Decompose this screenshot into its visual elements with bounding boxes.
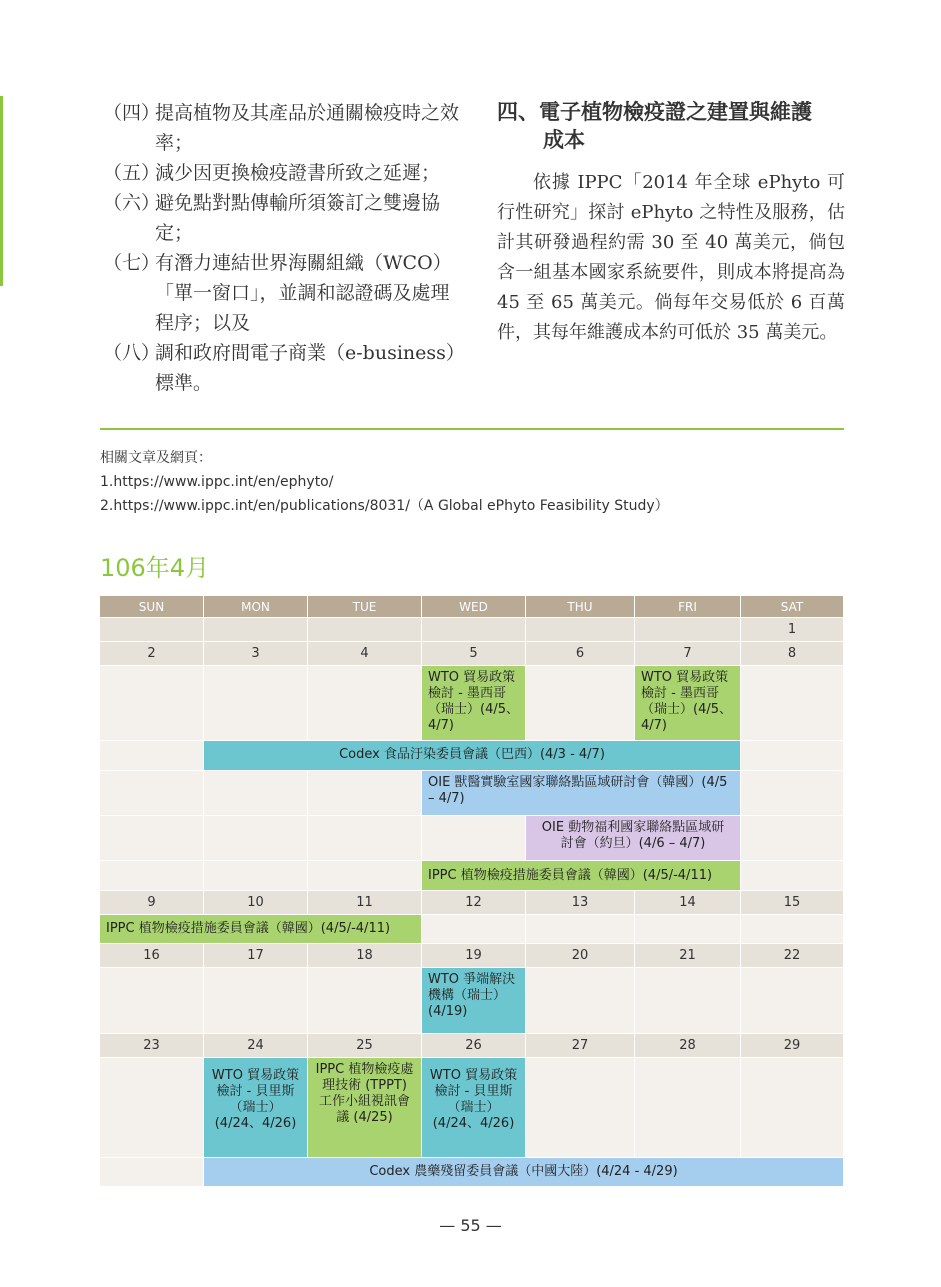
list-text: 避免點對點傳輸所須簽訂之雙邊協定； — [155, 192, 441, 244]
list-item — [103, 248, 463, 338]
empty-cell — [100, 1058, 204, 1158]
calendar-event[interactable]: Codex 農藥殘留委員會議（中國大陸）(4/24 - 4/29) — [204, 1158, 844, 1187]
day-header: WED — [422, 596, 526, 618]
list-number: （八） — [103, 342, 161, 364]
date-cell[interactable] — [526, 618, 635, 642]
empty-cell — [204, 816, 308, 861]
empty-cell — [526, 666, 635, 741]
empty-cell — [526, 1058, 635, 1158]
empty-cell — [308, 861, 422, 891]
list-text: 調和政府間電子商業（e-business）標準。 — [155, 342, 456, 394]
date-cell[interactable]: 19 — [422, 944, 526, 968]
date-cell[interactable]: 28 — [635, 1034, 741, 1058]
section-body: 依據 IPPC「2014 年全球 ePhyto 可行性研究」探討 ePhyto 之特性及服務，估計其研發過程約需 30 至 40 萬美元，倘包含一組基本國家系統要件，則成本將提高為 45 至 65 萬美元。倘每年交易低於 6 百萬件，其每年維護成本約可低於 35 萬美元。 — [497, 172, 845, 343]
empty-cell — [422, 816, 526, 861]
empty-cell — [741, 1058, 844, 1158]
references-heading: 相關文章及網頁： — [100, 450, 212, 466]
day-header: SUN — [100, 596, 204, 618]
day-header: THU — [526, 596, 635, 618]
date-cell[interactable]: 7 — [635, 642, 741, 666]
empty-cell — [741, 861, 844, 891]
list-item — [103, 158, 463, 188]
date-cell[interactable] — [422, 618, 526, 642]
left-accent-bar — [0, 96, 3, 286]
date-cell[interactable]: 29 — [741, 1034, 844, 1058]
calendar-event[interactable]: WTO 貿易政策檢討 - 貝里斯（瑞士）(4/24、4/26) — [204, 1058, 308, 1158]
empty-cell — [100, 741, 204, 771]
date-cell[interactable]: 13 — [526, 891, 635, 915]
date-cell[interactable]: 23 — [100, 1034, 204, 1058]
empty-cell — [635, 968, 741, 1034]
empty-cell — [526, 968, 635, 1034]
list-number: （四） — [103, 102, 161, 124]
empty-cell — [100, 968, 204, 1034]
reference-link[interactable]: 2.https://www.ippc.int/en/publications/8031/（A Global ePhyto Feasibility Study） — [100, 498, 669, 514]
list-text: 有潛力連結世界海關組織（WCO）「單一窗口」，並調和認證碼及處理程序；以及 — [155, 252, 452, 334]
calendar-event[interactable]: OIE 動物福利國家聯絡點區域研討會（約旦）(4/6 – 4/7) — [526, 816, 741, 861]
empty-cell — [741, 915, 844, 944]
calendar-event[interactable]: WTO 貿易政策檢討 - 貝里斯（瑞士）(4/24、4/26) — [422, 1058, 526, 1158]
date-cell[interactable]: 22 — [741, 944, 844, 968]
empty-cell — [526, 915, 635, 944]
empty-cell — [422, 915, 526, 944]
date-cell[interactable]: 26 — [422, 1034, 526, 1058]
section-title — [497, 98, 847, 154]
list-item — [103, 338, 463, 398]
empty-cell — [741, 968, 844, 1034]
date-cell[interactable]: 20 — [526, 944, 635, 968]
date-cell[interactable]: 12 — [422, 891, 526, 915]
empty-cell — [100, 666, 204, 741]
date-cell[interactable]: 4 — [308, 642, 422, 666]
list-text: 提高植物及其產品於通關檢疫時之效率； — [155, 102, 460, 154]
date-cell[interactable] — [308, 618, 422, 642]
date-cell[interactable]: 25 — [308, 1034, 422, 1058]
calendar-event[interactable]: OIE 獸醫實驗室國家聯絡點區域研討會（韓國）(4/5 – 4/7) — [422, 771, 741, 816]
date-cell[interactable] — [635, 618, 741, 642]
date-cell[interactable]: 17 — [204, 944, 308, 968]
date-cell[interactable]: 16 — [100, 944, 204, 968]
empty-cell — [204, 968, 308, 1034]
day-header: FRI — [635, 596, 741, 618]
empty-cell — [741, 741, 844, 771]
list-item — [103, 98, 463, 158]
references — [100, 446, 669, 518]
date-cell[interactable]: 11 — [308, 891, 422, 915]
list-number: （七） — [103, 252, 161, 274]
empty-cell — [635, 1058, 741, 1158]
benefits-list — [103, 98, 463, 398]
list-text: 減少因更換檢疫證書所致之延遲； — [155, 162, 441, 184]
empty-cell — [100, 771, 204, 816]
empty-cell — [308, 771, 422, 816]
date-cell[interactable]: 18 — [308, 944, 422, 968]
date-cell[interactable]: 21 — [635, 944, 741, 968]
section-title-line1: 四、電子植物檢疫證之建置與維護 — [497, 99, 812, 124]
empty-cell — [741, 816, 844, 861]
day-header: MON — [204, 596, 308, 618]
page-number: — 55 — — [439, 1216, 502, 1235]
date-cell[interactable]: 2 — [100, 642, 204, 666]
reference-link[interactable]: 1.https://www.ippc.int/en/ephyto/ — [100, 474, 334, 490]
date-cell[interactable]: 6 — [526, 642, 635, 666]
date-cell[interactable]: 10 — [204, 891, 308, 915]
date-cell[interactable] — [204, 618, 308, 642]
date-cell[interactable]: 14 — [635, 891, 741, 915]
calendar-event[interactable]: WTO 貿易政策檢討 - 墨西哥（瑞士）(4/5、4/7) — [635, 666, 741, 741]
day-header: SAT — [741, 596, 844, 618]
date-cell[interactable]: 24 — [204, 1034, 308, 1058]
date-cell[interactable]: 8 — [741, 642, 844, 666]
calendar-month-title: 106年4月 — [100, 554, 210, 582]
empty-cell — [635, 915, 741, 944]
list-item — [103, 188, 463, 248]
empty-cell — [100, 816, 204, 861]
section-title-line2: 成本 — [543, 127, 585, 152]
calendar-event[interactable]: IPPC 植物檢疫措施委員會議（韓國）(4/5/-4/11) — [100, 915, 422, 944]
date-cell[interactable]: 9 — [100, 891, 204, 915]
empty-cell — [741, 771, 844, 816]
date-cell[interactable]: 1 — [741, 618, 844, 642]
empty-cell — [741, 666, 844, 741]
list-number: （六） — [103, 192, 161, 214]
date-cell[interactable]: 15 — [741, 891, 844, 915]
empty-cell — [204, 771, 308, 816]
empty-cell — [308, 816, 422, 861]
date-cell[interactable]: 27 — [526, 1034, 635, 1058]
date-cell[interactable]: 3 — [204, 642, 308, 666]
empty-cell — [308, 666, 422, 741]
list-number: （五） — [103, 162, 161, 184]
divider — [100, 428, 844, 430]
calendar-event[interactable]: Codex 食品汙染委員會議（巴西）(4/3 - 4/7) — [204, 741, 741, 771]
calendar — [100, 596, 844, 1187]
calendar-event[interactable]: IPPC 植物檢疫處理技術 (TPPT) 工作小組視訊會議 (4/25) — [308, 1058, 422, 1158]
empty-cell — [308, 968, 422, 1034]
calendar-event[interactable]: WTO 爭端解決機構（瑞士）(4/19) — [422, 968, 526, 1034]
empty-cell — [100, 1158, 204, 1187]
empty-cell — [204, 666, 308, 741]
calendar-event[interactable]: WTO 貿易政策檢討 - 墨西哥（瑞士）(4/5、4/7) — [422, 666, 526, 741]
calendar-event[interactable]: IPPC 植物檢疫措施委員會議（韓國）(4/5/-4/11) — [422, 861, 741, 891]
date-cell[interactable] — [100, 618, 204, 642]
empty-cell — [100, 861, 204, 891]
empty-cell — [204, 861, 308, 891]
date-cell[interactable]: 5 — [422, 642, 526, 666]
day-header: TUE — [308, 596, 422, 618]
